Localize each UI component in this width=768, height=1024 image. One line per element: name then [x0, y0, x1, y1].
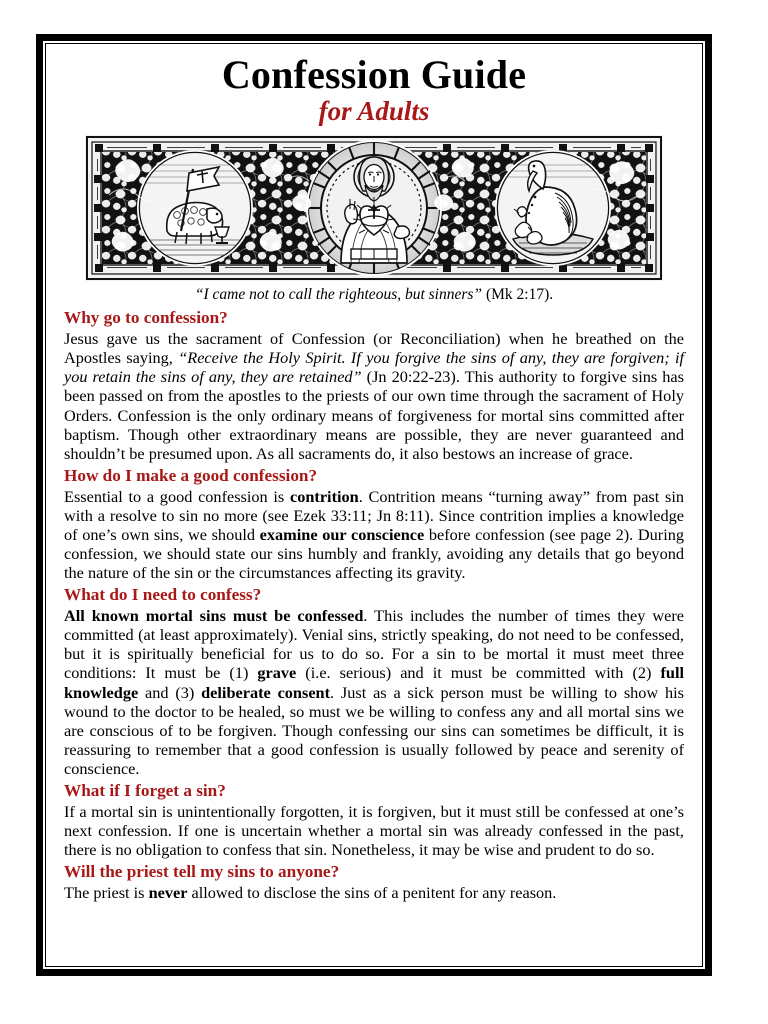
text-run: The priest is: [64, 882, 149, 902]
page-subtitle: for Adults: [318, 96, 430, 127]
text-run: If a mortal sin is unintentionally forgotten, it is forgiven, but it must still be confessed at one’s next confession. If one is uncertain whether a mortal sin was already confessed in the past, there is no obligation to confess that sin. Nonetheless, it may be wise and prudent to do so.: [64, 801, 684, 860]
sacred-heart-of-jesus-medallion: [307, 141, 441, 275]
section-heading: How do I make a good confession?: [64, 465, 318, 485]
text-run: examine our conscience: [259, 524, 425, 544]
text-run: contrition: [289, 486, 359, 506]
text-run: grave: [257, 663, 297, 683]
text-run: allowed to disclose the sins of a penitent for any reason.: [187, 882, 557, 902]
text-run: and (3): [138, 682, 202, 702]
caption-quote: “I came not to call the righteous, but sinners”: [194, 285, 483, 303]
text-run: Jesus gave us the sacrament of Confession (or Reconciliation) when he breathed on the Apostles saying,: [64, 328, 684, 368]
text-run: full knowledge: [64, 663, 684, 702]
document-body: [60, 308, 688, 902]
text-run: (i.e. serious) and it must be committed with (2): [296, 663, 661, 683]
page-content: [46, 44, 702, 966]
page-border-outer: [36, 34, 712, 976]
text-run: Essential to a good confession is: [64, 486, 290, 506]
section-paragraph: [64, 329, 684, 463]
page-title: Confession Guide: [221, 52, 527, 97]
engraving-illustration: [85, 135, 663, 281]
section-paragraph: [64, 802, 684, 859]
section-paragraph: [64, 883, 684, 902]
pelican-in-her-piety-medallion: [496, 151, 610, 265]
section-heading: Why go to confession?: [64, 308, 228, 328]
section-heading: What do I need to confess?: [64, 585, 262, 605]
text-run: . Contrition means “turning away” from past sin with a resolve to sin no more (see Ezek 33:11; Jn 8:11). Since contrition implies a knowledge of one’s own sins, we should: [64, 486, 684, 544]
page-border-inner: [45, 43, 703, 967]
text-run: . Just as a sick person must be willing to show his wound to the doctor to be healed, so must we be willing to confess any and all mortal sins we are conscious of to be forgiven. Though confessing our sins can sometimes be difficult, it is reassuring to remember that a good confession is usually followed by peace and serenity of conscience.: [64, 682, 685, 779]
text-run: (Jn 20:22-23). This authority to forgive sins has been passed on from the apostles to the priests of our own time through the sacrament of Holy Orders. Confession is the only ordinary means of forgiveness for mortal sins committed after baptism. Though other extraordinary means are possible, they are never guaranteed and shouldn’t be presumed upon. As all sacraments do, it also bestows an increase of grace.: [64, 367, 684, 463]
illustration-caption: [60, 286, 688, 305]
text-run: All known mortal sins must be confessed: [64, 605, 364, 625]
devotional-engraving-band: [85, 135, 663, 281]
section-paragraph: [64, 606, 684, 778]
text-run: never: [148, 882, 188, 902]
caption-citation: (Mk 2:17).: [482, 285, 554, 303]
text-run: deliberate consent: [201, 682, 331, 702]
text-run: . This includes the number of times they were committed (at least approximately). Venial sins, strictly speaking, do not need to be confessed, but it is spiritually beneficial for us to do so. For a sin to be mortal it must meet three conditions: It must be (1): [64, 605, 684, 683]
section-heading: What if I forget a sin?: [64, 781, 226, 801]
section-paragraph: [64, 487, 684, 583]
text-run: “Receive the Holy Spirit. If you forgive the sins of any, they are forgiven; if you retain the sins of any, they are retained”: [64, 348, 684, 387]
section-heading: Will the priest tell my sins to anyone?: [64, 862, 340, 882]
text-run: before confession (see page 2). During confession, we should state our sins humbly and frankly, avoiding any details that go beyond the nature of the sin or the circumstances affecting its gravity.: [64, 524, 685, 583]
lamb-of-god-medallion: [138, 151, 252, 265]
